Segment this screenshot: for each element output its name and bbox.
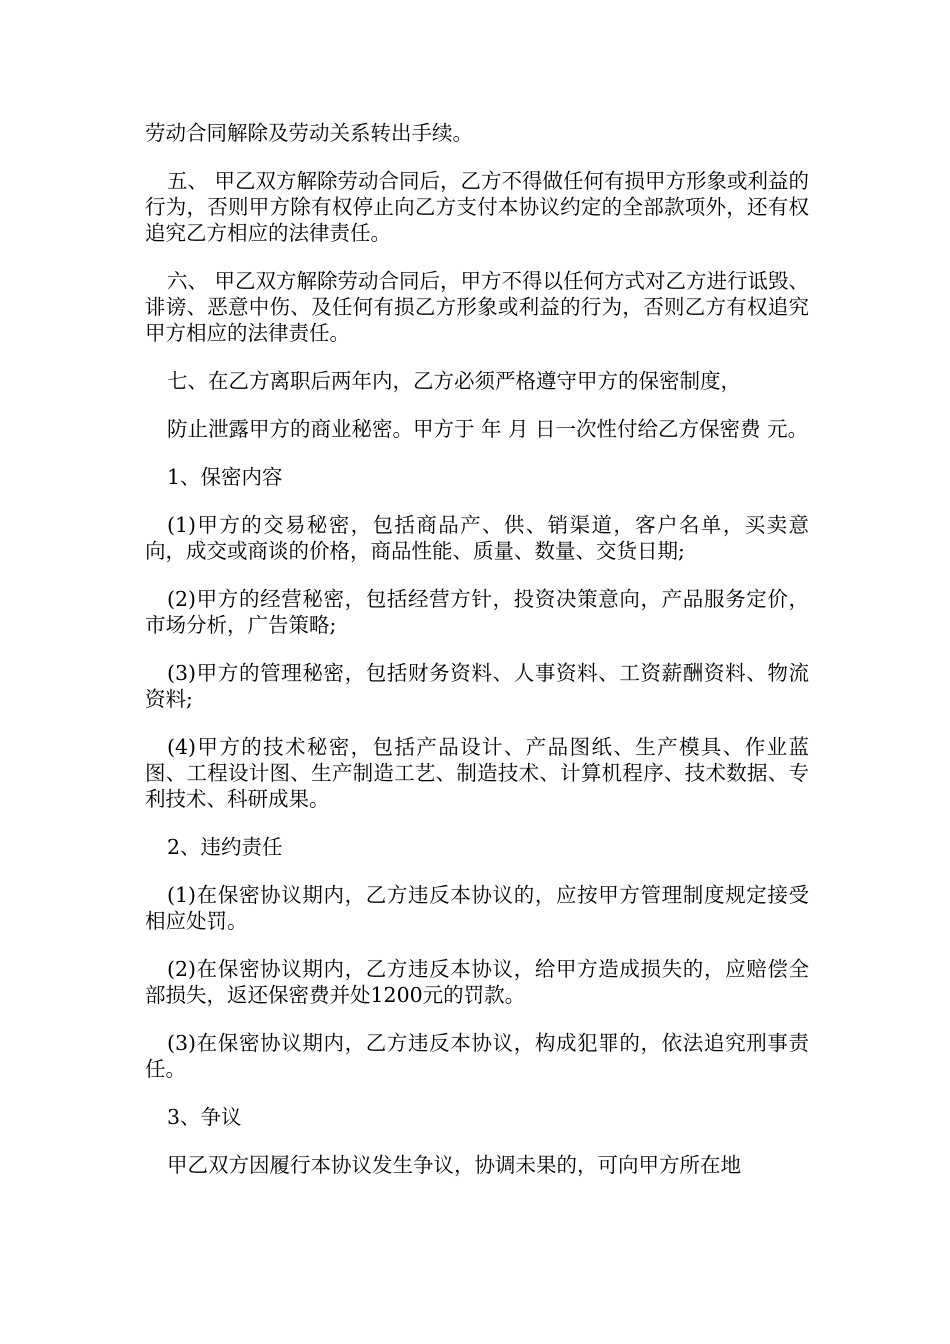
paragraph-trade-secrets: (1)甲方的交易秘密，包括商品产、供、销渠道，客户名单，买卖意向，成交或商谈的价格，商品性能、质量、数量、交货日期; (145, 513, 809, 563)
paragraph-clause-6: 六、 甲乙双方解除劳动合同后，甲方不得以任何方式对乙方进行诋毁、诽谤、恶意中伤、及任何有损乙方形象或利益的行为，否则乙方有权追究甲方相应的法律责任。 (145, 269, 810, 345)
heading-dispute: 3、争议 (167, 1105, 242, 1129)
paragraph-dispute: 甲乙双方因履行本协议发生争议，协调未果的，可向甲方所在地 (167, 1153, 741, 1177)
paragraph-management-secrets: (3)甲方的管理秘密，包括财务资料、人事资料、工资薪酬资料、物流资料; (145, 661, 809, 711)
paragraph-confidentiality-fee: 防止泄露甲方的商业秘密。甲方于 年 月 日一次性付给乙方保密费 元。 (167, 417, 809, 441)
paragraph-clause-7: 七、在乙方离职后两年内，乙方必须严格遵守甲方的保密制度， (167, 369, 741, 393)
paragraph-clause-5: 五、 甲乙双方解除劳动合同后，乙方不得做任何有损甲方形象或利益的行为，否则甲方除有权停止向乙方支付本协议约定的全部款项外，还有权追究乙方相应的法律责任。 (145, 169, 810, 245)
paragraph-breach-1: (1)在保密协议期内，乙方违反本协议的，应按甲方管理制度规定接受相应处罚。 (145, 883, 809, 933)
heading-breach-liability: 2、违约责任 (167, 835, 283, 859)
paragraph-continuation: 劳动合同解除及劳动关系转出手续。 (145, 121, 473, 145)
paragraph-technical-secrets: (4)甲方的技术秘密，包括产品设计、产品图纸、生产模具、作业蓝图、工程设计图、生产制造工艺、制造技术、计算机程序、技术数据、专利技术、科研成果。 (145, 735, 809, 811)
paragraph-business-secrets: (2)甲方的经营秘密，包括经营方针，投资决策意向，产品服务定价，市场分析，广告策略; (145, 587, 809, 637)
heading-confidential-content: 1、保密内容 (167, 465, 283, 489)
paragraph-breach-3: (3)在保密协议期内，乙方违反本协议，构成犯罪的，依法追究刑事责任。 (145, 1031, 809, 1081)
document-body (145, 120, 809, 1200)
paragraph-breach-2: (2)在保密协议期内，乙方违反本协议，给甲方造成损失的，应赔偿全部损失，返还保密费并处1200元的罚款。 (145, 957, 809, 1007)
